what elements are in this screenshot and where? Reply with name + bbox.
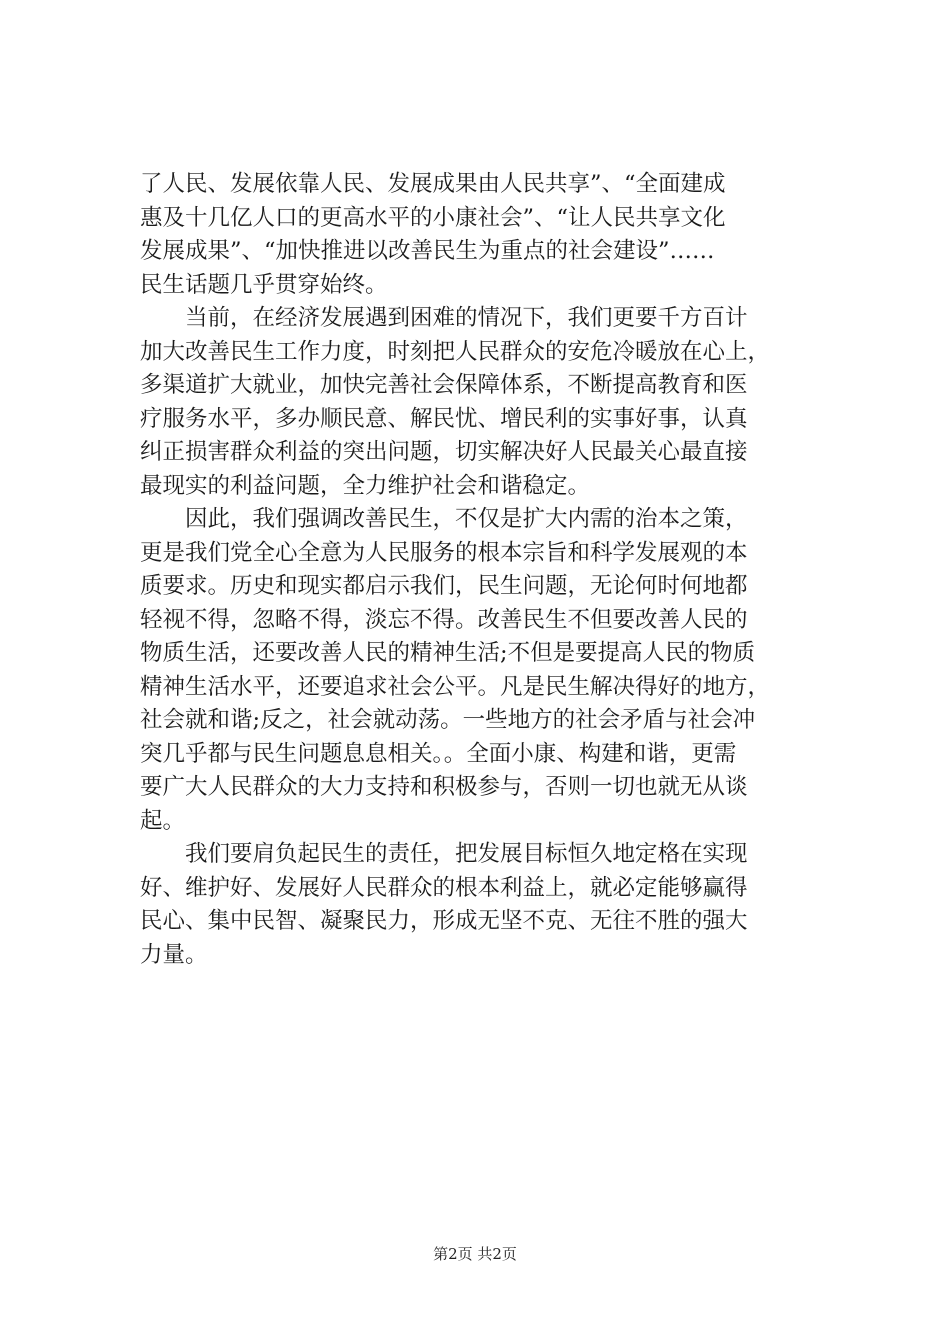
text-line: 物质生活，还要改善人民的精神生活;不但是要提高人民的物质 (140, 640, 756, 666)
text-line: 精神生活水平，还要追求社会公平。凡是民生解决得好的地方， (140, 673, 771, 700)
text-line: 力量。 (140, 941, 208, 968)
document-body (140, 168, 830, 972)
text-line: 轻视不得，忽略不得，淡忘不得。改善民生不但要改善人民的 (140, 606, 748, 633)
text-line: 多渠道扩大就业，加快完善社会保障体系，不断提高教育和医 (140, 372, 748, 398)
text-line: 加大改善民生工作力度，时刻把人民群众的安危冷暖放在心上， (140, 338, 771, 365)
text-line: 纠正损害群众利益的突出问题，切实解决好人民最关心最直接 (140, 439, 748, 465)
text-line: 疗服务水平，多办顺民意、解民忧、增民利的实事好事，认真 (140, 405, 748, 432)
text-line: 更是我们党全心全意为人民服务的根本宗旨和科学发展观的本 (140, 539, 748, 566)
paragraph (140, 168, 830, 302)
text-line: 发展成果”、“加快推进以改善民生为重点的社会建设”…… (140, 238, 715, 264)
paragraph (140, 503, 830, 838)
text-line: 因此，我们强调改善民生，不仅是扩大内需的治本之策， (140, 506, 748, 532)
paragraph (140, 302, 830, 503)
text-line: 起。 (140, 807, 186, 834)
text-line: 要广大人民群众的大力支持和积极参与，否则一切也就无从谈 (140, 774, 748, 800)
text-line: 社会就和谐;反之，社会就动荡。一些地方的社会矛盾与社会冲 (140, 707, 756, 733)
text-line: 质要求。历史和现实都启示我们，民生问题，无论何时何地都 (140, 573, 748, 599)
text-line: 民心、集中民智、凝聚民力，形成无坚不克、无往不胜的强大 (140, 908, 748, 934)
page-number-label: 第2页 共2页 (433, 1245, 517, 1263)
text-line: 民生话题几乎贯穿始终。 (140, 271, 388, 298)
text-line: 当前，在经济发展遇到困难的情况下，我们更要千方百计 (140, 305, 748, 331)
text-line: 最现实的利益问题，全力维护社会和谐稳定。 (140, 472, 591, 499)
text-line: 突几乎都与民生问题息息相关。。全面小康、构建和谐，更需 (140, 740, 737, 767)
page-footer (0, 1244, 950, 1264)
paragraph (140, 838, 830, 972)
text-line: 惠及十几亿人口的更高水平的小康社会”、“让人民共享文化 (140, 204, 726, 231)
text-line: 了人民、发展依靠人民、发展成果由人民共享”、“全面建成 (140, 171, 726, 197)
text-line: 我们要肩负起民生的责任，把发展目标恒久地定格在实现 (140, 841, 748, 867)
text-line: 好、维护好、发展好人民群众的根本利益上，就必定能够赢得 (140, 874, 748, 901)
